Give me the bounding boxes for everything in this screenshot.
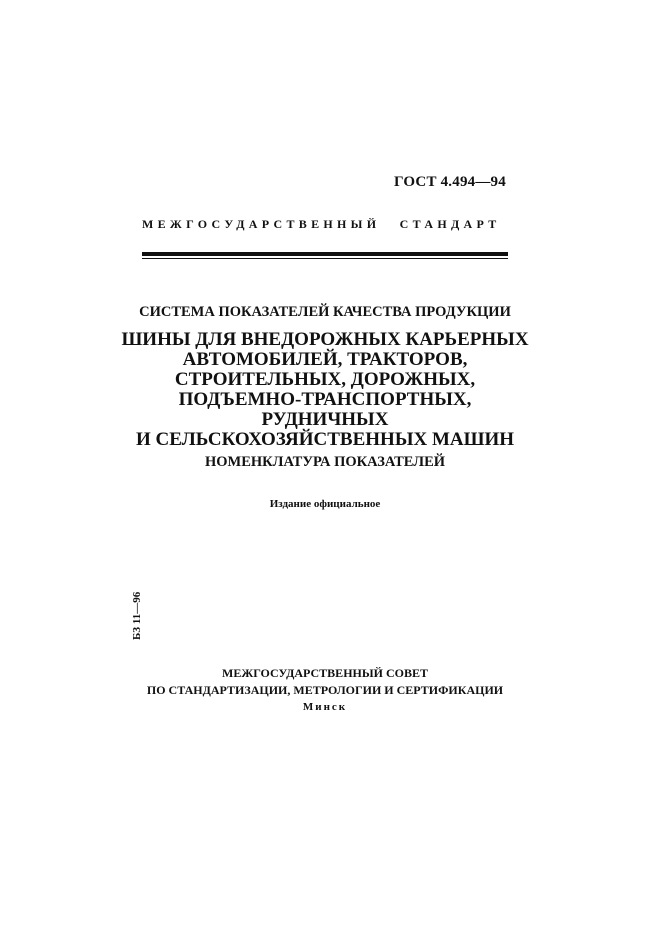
main-title-line: СТРОИТЕЛЬНЫХ, ДОРОЖНЫХ, xyxy=(174,369,476,390)
header-thin-rule xyxy=(142,258,508,259)
edition-note: Издание официальное xyxy=(269,498,381,510)
publisher-block xyxy=(80,665,570,716)
main-title-line: ПОДЪЕМНО-ТРАНСПОРТНЫХ, xyxy=(178,389,472,410)
main-title xyxy=(80,330,570,450)
publisher-city: Минск xyxy=(302,701,348,713)
main-title-line: РУДНИЧНЫХ xyxy=(261,409,389,430)
header-thick-rule xyxy=(142,252,508,256)
standard-type-heading: МЕЖГОСУДАРСТВЕННЫЙ СТАНДАРТ xyxy=(142,217,501,231)
main-title-line: И СЕЛЬСКОХОЗЯЙСТВЕННЫХ МАШИН xyxy=(135,429,515,450)
series-title: СИСТЕМА ПОКАЗАТЕЛЕЙ КАЧЕСТВА ПРОДУКЦИИ xyxy=(139,304,511,320)
subtitle: НОМЕНКЛАТУРА ПОКАЗАТЕЛЕЙ xyxy=(204,454,446,470)
main-title-line: АВТОМОБИЛЕЙ, ТРАКТОРОВ, xyxy=(182,349,468,370)
publisher-line-1: МЕЖГОСУДАРСТВЕННЫЙ СОВЕТ xyxy=(222,666,428,680)
gost-number: ГОСТ 4.494—94 xyxy=(394,174,506,190)
main-title-line: ШИНЫ ДЛЯ ВНЕДОРОЖНЫХ КАРЬЕРНЫХ xyxy=(121,329,529,350)
publisher-line-2: ПО СТАНДАРТИЗАЦИИ, МЕТРОЛОГИИ И СЕРТИФИКАЦИИ xyxy=(146,683,504,697)
side-code: БЗ 11—96 xyxy=(131,591,143,640)
